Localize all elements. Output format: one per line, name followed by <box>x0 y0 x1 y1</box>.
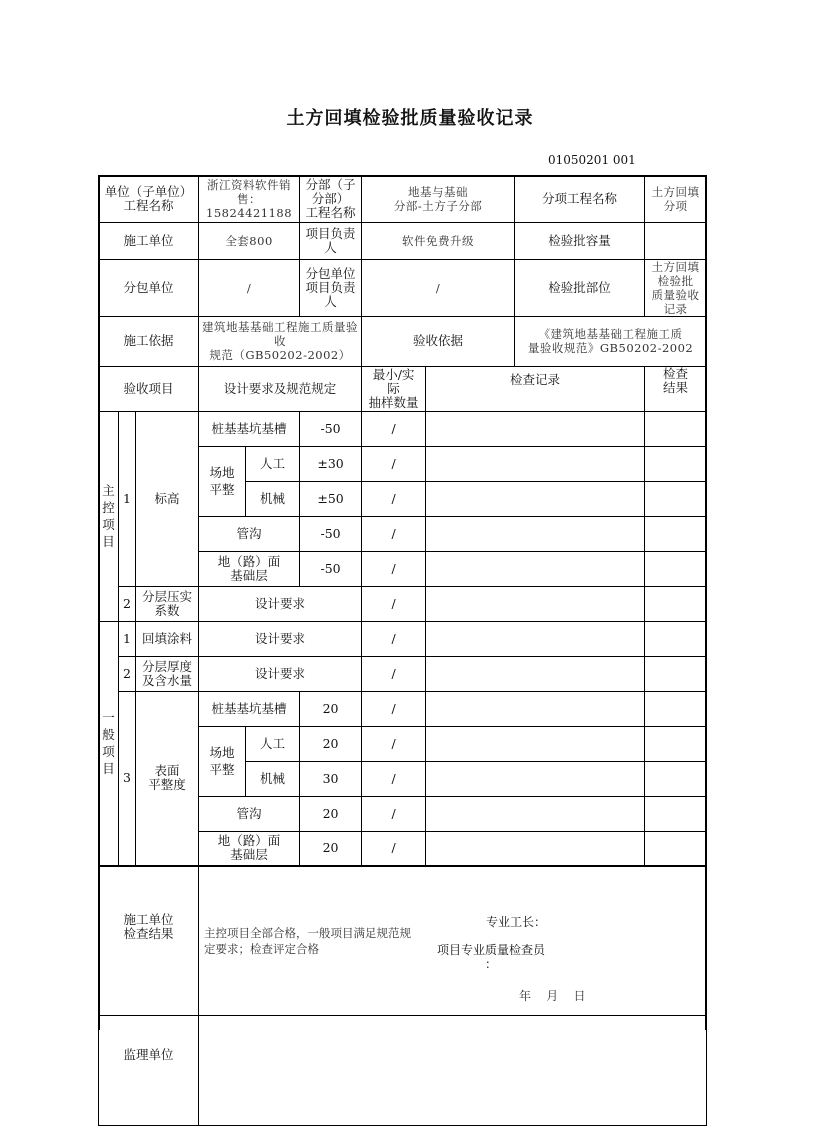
item-project-value: 土方回填分项 <box>645 176 707 222</box>
fill-sample: / <box>362 621 426 656</box>
row-name: 管沟 <box>199 796 300 831</box>
layer-sample: / <box>362 656 426 691</box>
flatness-name: 表面 平整度 <box>136 691 199 866</box>
table-border-left <box>98 175 100 1030</box>
row-name: 人工 <box>246 726 300 761</box>
row-value: ±50 <box>300 481 362 516</box>
unit-project-label: 单位（子单位） 工程名称 <box>99 176 199 222</box>
row-sample: / <box>362 831 426 866</box>
row-result <box>645 726 707 761</box>
row-sample: / <box>362 551 426 586</box>
fill-name: 回填涂料 <box>136 621 199 656</box>
foreman-label: 专业工长： <box>486 915 547 929</box>
row-result <box>645 551 707 586</box>
row-record <box>426 481 645 516</box>
subcontractor-label: 分包单位 <box>99 259 199 316</box>
column-spec: 设计要求及规范规定 <box>199 366 362 411</box>
row-result <box>645 656 707 691</box>
row-record <box>426 796 645 831</box>
date-label: 年 月 日 <box>519 989 586 1003</box>
builder-label: 施工单位 <box>99 222 199 259</box>
row-sample: / <box>362 446 426 481</box>
row-name: 机械 <box>246 481 300 516</box>
site-leveling-label: 场地平整 <box>199 446 246 516</box>
row-value: 20 <box>300 796 362 831</box>
row-result <box>645 516 707 551</box>
row-name: 桩基基坑基槽 <box>199 691 300 726</box>
row-record <box>426 831 645 866</box>
column-sample: 最小/实 际 抽样数量 <box>362 366 426 411</box>
row-value: ±30 <box>300 446 362 481</box>
row-record <box>426 761 645 796</box>
row-sample: / <box>362 481 426 516</box>
row-record <box>426 726 645 761</box>
subcontractor-value: / <box>199 259 300 316</box>
pm-value: 软件免费升级 <box>362 222 515 259</box>
sub-project-value: 地基与基础 分部-土方子分部 <box>362 176 515 222</box>
compaction-sample: / <box>362 586 426 621</box>
general-group: 一般项目 <box>99 621 119 866</box>
sub-project-label: 分部（子分部） 工程名称 <box>300 176 362 222</box>
row-sample: / <box>362 796 426 831</box>
sub-pm-value: / <box>362 259 515 316</box>
supervisor-label: 监理单位 <box>99 1016 199 1126</box>
row-value: -50 <box>300 516 362 551</box>
compaction-no: 2 <box>119 586 136 621</box>
row-record <box>426 691 645 726</box>
compaction-name: 分层压实 系数 <box>136 586 199 621</box>
layer-no: 2 <box>119 656 136 691</box>
construction-basis-label: 施工依据 <box>99 316 199 366</box>
row-result <box>645 761 707 796</box>
document-code: 01050201 001 <box>548 153 636 167</box>
builder-check-text: 主控项目全部合格，一般项目满足规范规定要求；检查评定合格 <box>204 926 412 956</box>
row-name: 桩基基坑基槽 <box>199 411 300 446</box>
row-name: 管沟 <box>199 516 300 551</box>
item-project-label: 分项工程名称 <box>515 176 645 222</box>
capacity-label: 检验批容量 <box>515 222 645 259</box>
row-sample: / <box>362 516 426 551</box>
row-value: -50 <box>300 411 362 446</box>
page-title: 土方回填检验批质量验收记录 <box>286 108 534 129</box>
builder-check-label: 施工单位 检查结果 <box>99 866 199 1016</box>
row-result <box>645 446 707 481</box>
row-result <box>645 411 707 446</box>
row-value: 30 <box>300 761 362 796</box>
column-record: 检查记录 <box>426 366 645 411</box>
row-value: 20 <box>300 831 362 866</box>
acceptance-basis-value: 《建筑地基基础工程施工质 量验收规范》GB50202-2002 <box>515 316 707 366</box>
row-result <box>645 831 707 866</box>
row-name: 地（路）面 基础层 <box>199 551 300 586</box>
inspector-label: 项目专业质量检查员 ： <box>437 943 546 971</box>
row-record <box>426 446 645 481</box>
row-sample: / <box>362 761 426 796</box>
row-result <box>645 481 707 516</box>
row-record <box>426 551 645 586</box>
sub-pm-label: 分包单位 项目负责人 <box>300 259 362 316</box>
acceptance-basis-label: 验收依据 <box>362 316 515 366</box>
row-record <box>426 516 645 551</box>
elevation-no: 1 <box>119 411 136 586</box>
part-label: 检验批部位 <box>515 259 645 316</box>
row-value: 20 <box>300 691 362 726</box>
row-sample: / <box>362 411 426 446</box>
layer-spec: 设计要求 <box>199 656 362 691</box>
compaction-spec: 设计要求 <box>199 586 362 621</box>
row-value: -50 <box>300 551 362 586</box>
flatness-no: 3 <box>119 691 136 866</box>
column-result: 检查 结果 <box>645 366 707 411</box>
row-result <box>645 796 707 831</box>
part-value: 土方回填检验批 质量验收记录 <box>645 259 707 316</box>
row-record <box>426 411 645 446</box>
row-record <box>426 656 645 691</box>
row-sample: / <box>362 726 426 761</box>
row-result <box>645 621 707 656</box>
row-name: 地（路）面 基础层 <box>199 831 300 866</box>
table-border-right <box>705 175 707 1030</box>
elevation-name: 标高 <box>136 411 199 586</box>
column-item: 验收项目 <box>99 366 199 411</box>
row-name: 人工 <box>246 446 300 481</box>
row-result <box>645 691 707 726</box>
construction-basis-value: 建筑地基基础工程施工质量验收 规范（GB50202-2002） <box>199 316 362 366</box>
fill-no: 1 <box>119 621 136 656</box>
row-name: 机械 <box>246 761 300 796</box>
pm-label: 项目负责人 <box>300 222 362 259</box>
site-leveling-label: 场地平整 <box>199 726 246 796</box>
row-result <box>645 586 707 621</box>
main-control-group: 主控项目 <box>99 411 119 621</box>
supervisor-content <box>199 1016 707 1126</box>
row-record <box>426 586 645 621</box>
unit-project-value: 浙江资料软件销 售： 15824421188 <box>199 176 300 222</box>
builder-check-content <box>199 866 707 1016</box>
row-value: 20 <box>300 726 362 761</box>
row-sample: / <box>362 691 426 726</box>
builder-value: 全套800 <box>199 222 300 259</box>
layer-name: 分层厚度 及含水量 <box>136 656 199 691</box>
acceptance-record-table <box>98 175 706 1062</box>
capacity-value <box>645 222 707 259</box>
row-record <box>426 621 645 656</box>
fill-spec: 设计要求 <box>199 621 362 656</box>
